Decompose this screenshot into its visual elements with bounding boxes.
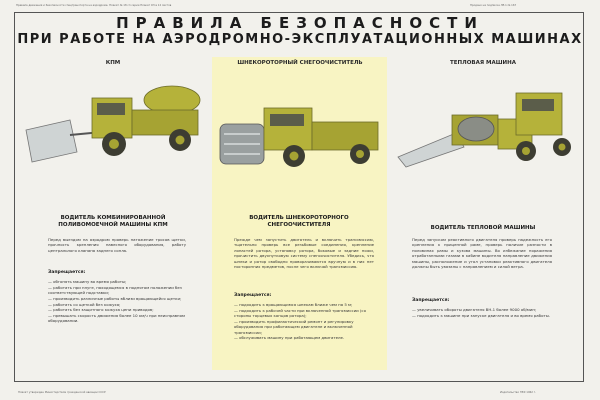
snowblower-vehicle-illustration xyxy=(214,88,386,173)
machine-label-snowblower: ШНЕКОРОТОРНЫЙ СНЕГООЧИСТИТЕЛЬ xyxy=(237,60,363,66)
list-item: — подходить к рабочей части при включенной трансмиссии (со стороны торцевых концов ротора); xyxy=(234,307,366,319)
list-item: — обслуживать машину при работающем двигателе. xyxy=(234,335,345,341)
column-heading-snowblower: ВОДИТЕЛЬ ШНЕКОРОТОРНОГО СНЕГООЧИСТИТЕЛЯ xyxy=(249,215,349,228)
column-intro-kpm: Перед выездом на аэродром проверь натяжение тросов щетки, прочность крепления навесного оборудования, работу центрального клапана заднего сопла. xyxy=(48,237,186,253)
list-item: — производить различные работы вблизи вращающейся щетки; xyxy=(48,295,182,301)
jet-engine-icon xyxy=(458,117,494,141)
prohibited-list-thermal xyxy=(412,307,552,318)
prohibited-label-snowblower: Запрещается: xyxy=(234,293,272,298)
column-intro-thermal: Перед запуском реактивного двигателя проверь надежность его крепления к прицепной раме, проверь наличие разности в половинах рамы и кузова машины. Во избежание поражения отработанными газами в кабине водителя направление движения машины, расположение и угол установки реактивного двигателя должны быть увязаны с направлением и силой ветра. xyxy=(412,237,552,270)
column-heading-kpm: ВОДИТЕЛЬ КОМБИНИРОВАННОЙ ПОЛИВОМОЕЧНОЙ МАШИНЫ КПМ xyxy=(58,215,168,228)
machine-label-kpm: КПМ xyxy=(105,60,121,66)
prohibited-list-kpm xyxy=(48,279,186,324)
prohibited-list-snowblower xyxy=(234,302,374,341)
header-microline-right: Продано на подписке ЛЕ-1 № 167 xyxy=(470,4,517,7)
list-item: — обгонять машину во время работы; xyxy=(48,279,127,284)
header-microline-left: Правила движения и безопасности спецтранспорта на аэродроме. Плакат № 18 сп серии Плакат ОЗ в 12 листов xyxy=(16,4,172,7)
footer-left-note: Плакат утвержден Министерством гражданской авиации СССР xyxy=(18,391,106,394)
list-item: — работать при плуге, находящемся в поднятом положении без соответствующей подставки; xyxy=(48,284,182,296)
poster-title-line-2: ПРИ РАБОТЕ НА АЭРОДРОМНО-ЭКСПЛУАТАЦИОННЫХ МАШИНАХ xyxy=(17,32,583,47)
column-intro-snowblower: Прежде чем запустить двигатель и включить трансмиссию, тщательно проверь все резьбовые соединения, крепление лопастей ротора, установку ротора, боковые и задние ножи, прочистить двухпутковую систему снегоочистителя. Убедись, что шнеки и ротор свободно проворачиваются вручную и в них нет посторонних предметов, после чего включай трансмиссию. xyxy=(234,237,374,270)
list-item: — производить профилактический ремонт и регулировку оборудования при работающем двигателе и включенной трансмиссии; xyxy=(234,318,354,335)
poster-title-line-1: ПРАВИЛА БЕЗОПАСНОСТИ xyxy=(116,14,484,32)
truck-body-icon xyxy=(312,122,378,150)
list-item: — работать без защитного кожуха цепи приводов; xyxy=(48,307,154,313)
prohibited-label-thermal: Запрещается: xyxy=(412,298,450,303)
prohibited-label-kpm: Запрещается: xyxy=(48,270,86,275)
plow-blade-icon xyxy=(26,120,77,162)
thermal-machine-illustration xyxy=(396,85,578,170)
list-item: — увеличивать обороты двигателя ВН-1 более 9000 об/мин; xyxy=(412,307,537,312)
footer-right-note: Издательство ГВФ 1962 г. xyxy=(500,391,536,394)
column-heading-thermal: ВОДИТЕЛЬ ТЕПЛОВОЙ МАШИНЫ xyxy=(430,225,536,231)
list-item: — подходить к вращающимся шнекам ближе чем на 5 м; xyxy=(234,302,353,307)
kpm-vehicle-illustration xyxy=(22,70,207,170)
list-item: — подходить к машине при запуске двигателя и во время работы. xyxy=(412,312,551,318)
list-item: — работать со щеткой без кожуха; xyxy=(48,301,121,307)
list-item: — превышать скорость движения более 10 км/ч при неисправном оборудовании. xyxy=(48,312,185,324)
machine-label-thermal: ТЕПЛОВАЯ МАШИНА xyxy=(450,60,516,66)
